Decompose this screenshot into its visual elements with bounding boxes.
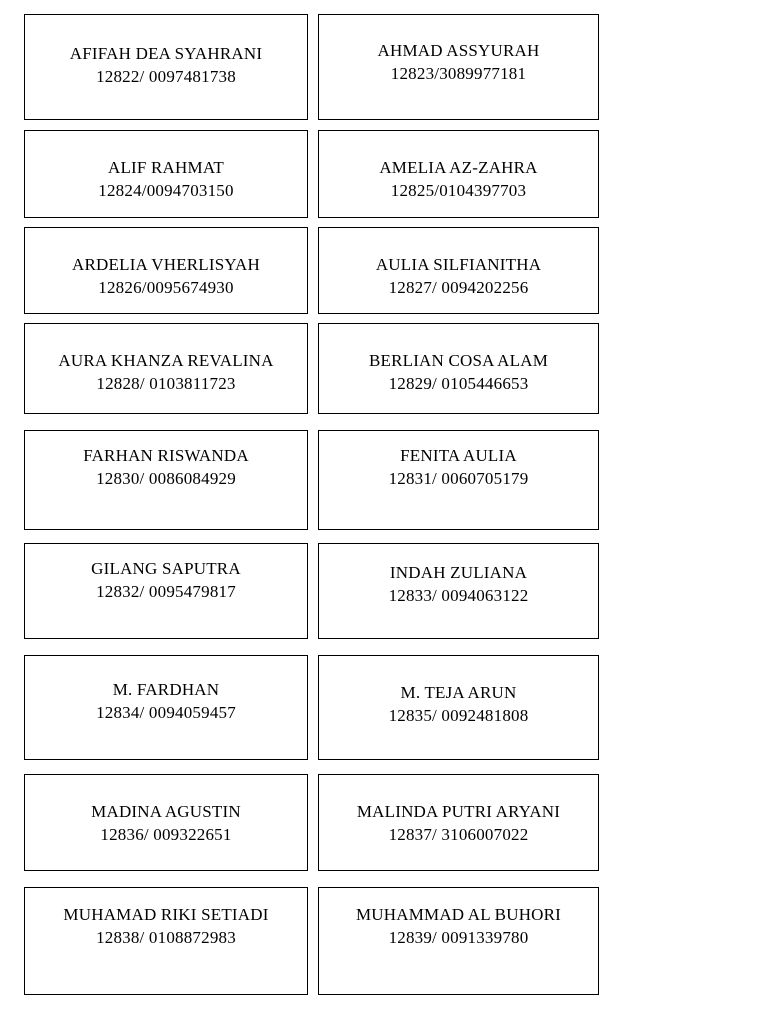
student-id-number: 12836/ 009322651 bbox=[100, 825, 232, 844]
label-text-block bbox=[319, 156, 598, 202]
student-name: M. FARDHAN bbox=[112, 680, 220, 699]
student-id-number: 12828/ 0103811723 bbox=[96, 374, 236, 393]
student-name: MALINDA PUTRI ARYANI bbox=[356, 802, 561, 821]
student-id-number: 12829/ 0105446653 bbox=[388, 374, 529, 393]
student-id-number: 12827/ 0094202256 bbox=[388, 278, 529, 297]
name-label-card bbox=[24, 543, 308, 639]
student-name: AULIA SILFIANITHA bbox=[375, 255, 542, 274]
student-id-number: 12824/0094703150 bbox=[98, 181, 234, 200]
name-label-card bbox=[24, 130, 308, 218]
student-id-number: 12825/0104397703 bbox=[390, 181, 527, 200]
label-text-block bbox=[25, 253, 307, 299]
label-text-block bbox=[319, 349, 598, 395]
label-text-block bbox=[25, 557, 307, 603]
label-text-block bbox=[25, 678, 307, 724]
label-text-block bbox=[319, 444, 598, 490]
name-label-card bbox=[24, 227, 308, 314]
label-text-block bbox=[319, 561, 598, 607]
label-text-block bbox=[25, 42, 307, 88]
student-name: MUHAMAD RIKI SETIADI bbox=[63, 905, 269, 924]
student-name: AMELIA AZ-ZAHRA bbox=[379, 158, 538, 177]
student-name: FARHAN RISWANDA bbox=[83, 446, 249, 465]
label-text-block bbox=[319, 39, 598, 85]
student-name: ALIF RAHMAT bbox=[107, 158, 224, 177]
student-id-number: 12835/ 0092481808 bbox=[388, 706, 529, 725]
student-id-number: 12833/ 0094063122 bbox=[388, 586, 529, 605]
label-text-block bbox=[319, 253, 598, 299]
student-name: MADINA AGUSTIN bbox=[91, 802, 241, 821]
name-label-card bbox=[318, 655, 599, 760]
student-name: MUHAMMAD AL BUHORI bbox=[355, 905, 562, 924]
student-id-number: 12826/0095674930 bbox=[98, 278, 234, 297]
label-text-block bbox=[25, 903, 307, 949]
name-label-card bbox=[318, 887, 599, 995]
student-id-number: 12830/ 0086084929 bbox=[96, 469, 236, 488]
student-id-number: 12834/ 0094059457 bbox=[96, 703, 236, 722]
name-label-card bbox=[24, 655, 308, 760]
name-label-card bbox=[318, 227, 599, 314]
student-id-number: 12832/ 0095479817 bbox=[96, 582, 236, 601]
label-text-block bbox=[25, 156, 307, 202]
name-label-card bbox=[24, 323, 308, 414]
student-name: AURA KHANZA REVALINA bbox=[58, 351, 274, 370]
student-name: ARDELIA VHERLISYAH bbox=[72, 255, 260, 274]
label-text-block bbox=[25, 800, 307, 846]
label-text-block bbox=[319, 681, 598, 727]
name-label-card bbox=[318, 130, 599, 218]
label-text-block bbox=[25, 349, 307, 395]
student-id-number: 12822/ 0097481738 bbox=[96, 67, 236, 86]
label-text-block bbox=[319, 800, 598, 846]
name-label-card bbox=[318, 543, 599, 639]
label-text-block bbox=[25, 444, 307, 490]
student-name: INDAH ZULIANA bbox=[389, 563, 528, 582]
name-label-card bbox=[318, 774, 599, 871]
student-id-number: 12839/ 0091339780 bbox=[388, 928, 529, 947]
student-name: AHMAD ASSYURAH bbox=[377, 41, 540, 60]
name-label-card bbox=[318, 430, 599, 530]
name-label-card bbox=[24, 774, 308, 871]
student-id-number: 12838/ 0108872983 bbox=[96, 928, 236, 947]
name-label-card bbox=[318, 14, 599, 120]
student-name: BERLIAN COSA ALAM bbox=[368, 351, 549, 370]
student-name: GILANG SAPUTRA bbox=[91, 559, 241, 578]
student-id-number: 12823/3089977181 bbox=[390, 64, 527, 83]
student-id-number: 12837/ 3106007022 bbox=[388, 825, 529, 844]
label-text-block bbox=[319, 903, 598, 949]
name-label-card bbox=[24, 430, 308, 530]
student-name: AFIFAH DEA SYAHRANI bbox=[69, 44, 263, 63]
name-label-card bbox=[24, 887, 308, 995]
student-name: M. TEJA ARUN bbox=[400, 683, 517, 702]
student-name: FENITA AULIA bbox=[400, 446, 517, 465]
name-label-card bbox=[318, 323, 599, 414]
student-id-number: 12831/ 0060705179 bbox=[388, 469, 529, 488]
name-label-card bbox=[24, 14, 308, 120]
